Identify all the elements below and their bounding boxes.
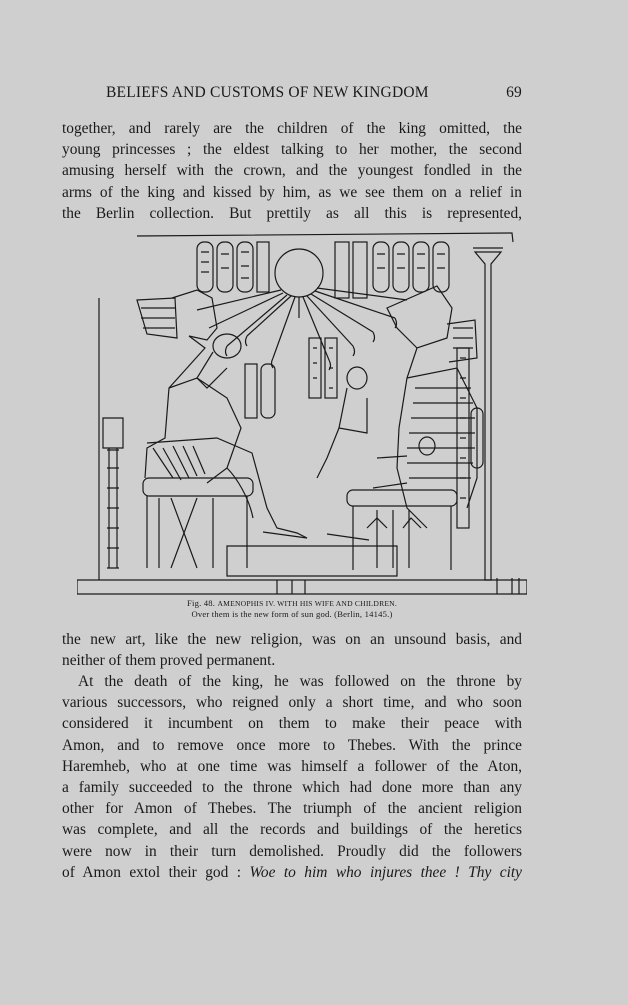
relief-figure (77, 228, 527, 598)
relief-illustration (77, 228, 527, 598)
cartouche-group-right (335, 242, 449, 298)
offering-stand (103, 418, 123, 568)
caption-figure-number: Fig. 48. (187, 598, 216, 608)
sun-disc-icon (197, 249, 407, 370)
text-line: Amon, and to remove once more to Thebes. With the prince (62, 736, 522, 754)
text-line: various successors, who reigned only a short time, and who soon (62, 694, 522, 712)
child-figure-kissed (197, 334, 241, 388)
text-line: young princesses ; the eldest talking to her mother, the second (62, 141, 522, 159)
text-line: together, and rarely are the children of the king omitted, the (62, 120, 522, 137)
cartouche-group-left (197, 242, 269, 292)
relief-top-edge (137, 233, 513, 242)
paragraph-3 (62, 671, 522, 883)
paragraph-2 (62, 629, 522, 671)
running-title: BELIEFS AND CUSTOMS OF NEW KINGDOM (106, 84, 429, 101)
footstool (227, 546, 397, 576)
page-number: 69 (506, 84, 522, 101)
queen-figure (373, 286, 477, 528)
caption-title: AMENOPHIS IV. WITH HIS WIFE AND CHILDREN. (217, 599, 397, 608)
children-figures (317, 367, 435, 478)
text-line: Haremheb, who at one time was himself a follower of the Aton, (62, 757, 522, 775)
text-line: neither of them proved permanent. (62, 652, 276, 670)
text-line: considered it incumbent on them to make their peace with (62, 715, 522, 733)
text-line: amusing herself with the crown, and the youngest fondled in the (62, 162, 522, 180)
text-line: the Berlin collection. But prettily as all this is represented, (62, 204, 522, 222)
quoted-italic: Woe to him who injures thee ! Thy city (249, 863, 522, 881)
base-marks (277, 580, 305, 594)
text-line: was complete, and all the records and buildings of the heretics (62, 821, 522, 839)
text-line: a family succeeded to the throne which had done more than any (62, 779, 522, 797)
relief-base (77, 580, 527, 594)
hieroglyph-column-left (245, 364, 275, 418)
paragraph-1 (62, 118, 522, 224)
king-figure (137, 290, 307, 538)
king-chair (143, 478, 253, 568)
text-line: arms of the king and kissed by him, as we see them on a relief in (62, 183, 522, 201)
figure-caption (62, 598, 522, 620)
text-line: other for Amon of Thebes. The triumph of the ancient religion (62, 800, 522, 818)
text-line-with-italic (62, 862, 522, 883)
caption-subtitle: Over them is the new form of sun god. (Berlin, 14145.) (191, 609, 393, 620)
text-line: At the death of the king, he was followed on the throne by (78, 673, 522, 690)
queen-chair (347, 490, 457, 570)
text-line: the new art, like the new religion, was on an unsound basis, and (62, 631, 522, 648)
text-plain: of Amon extol their god : (62, 863, 250, 881)
text-line: were now in their turn demolished. Proudly did the followers (62, 842, 522, 860)
